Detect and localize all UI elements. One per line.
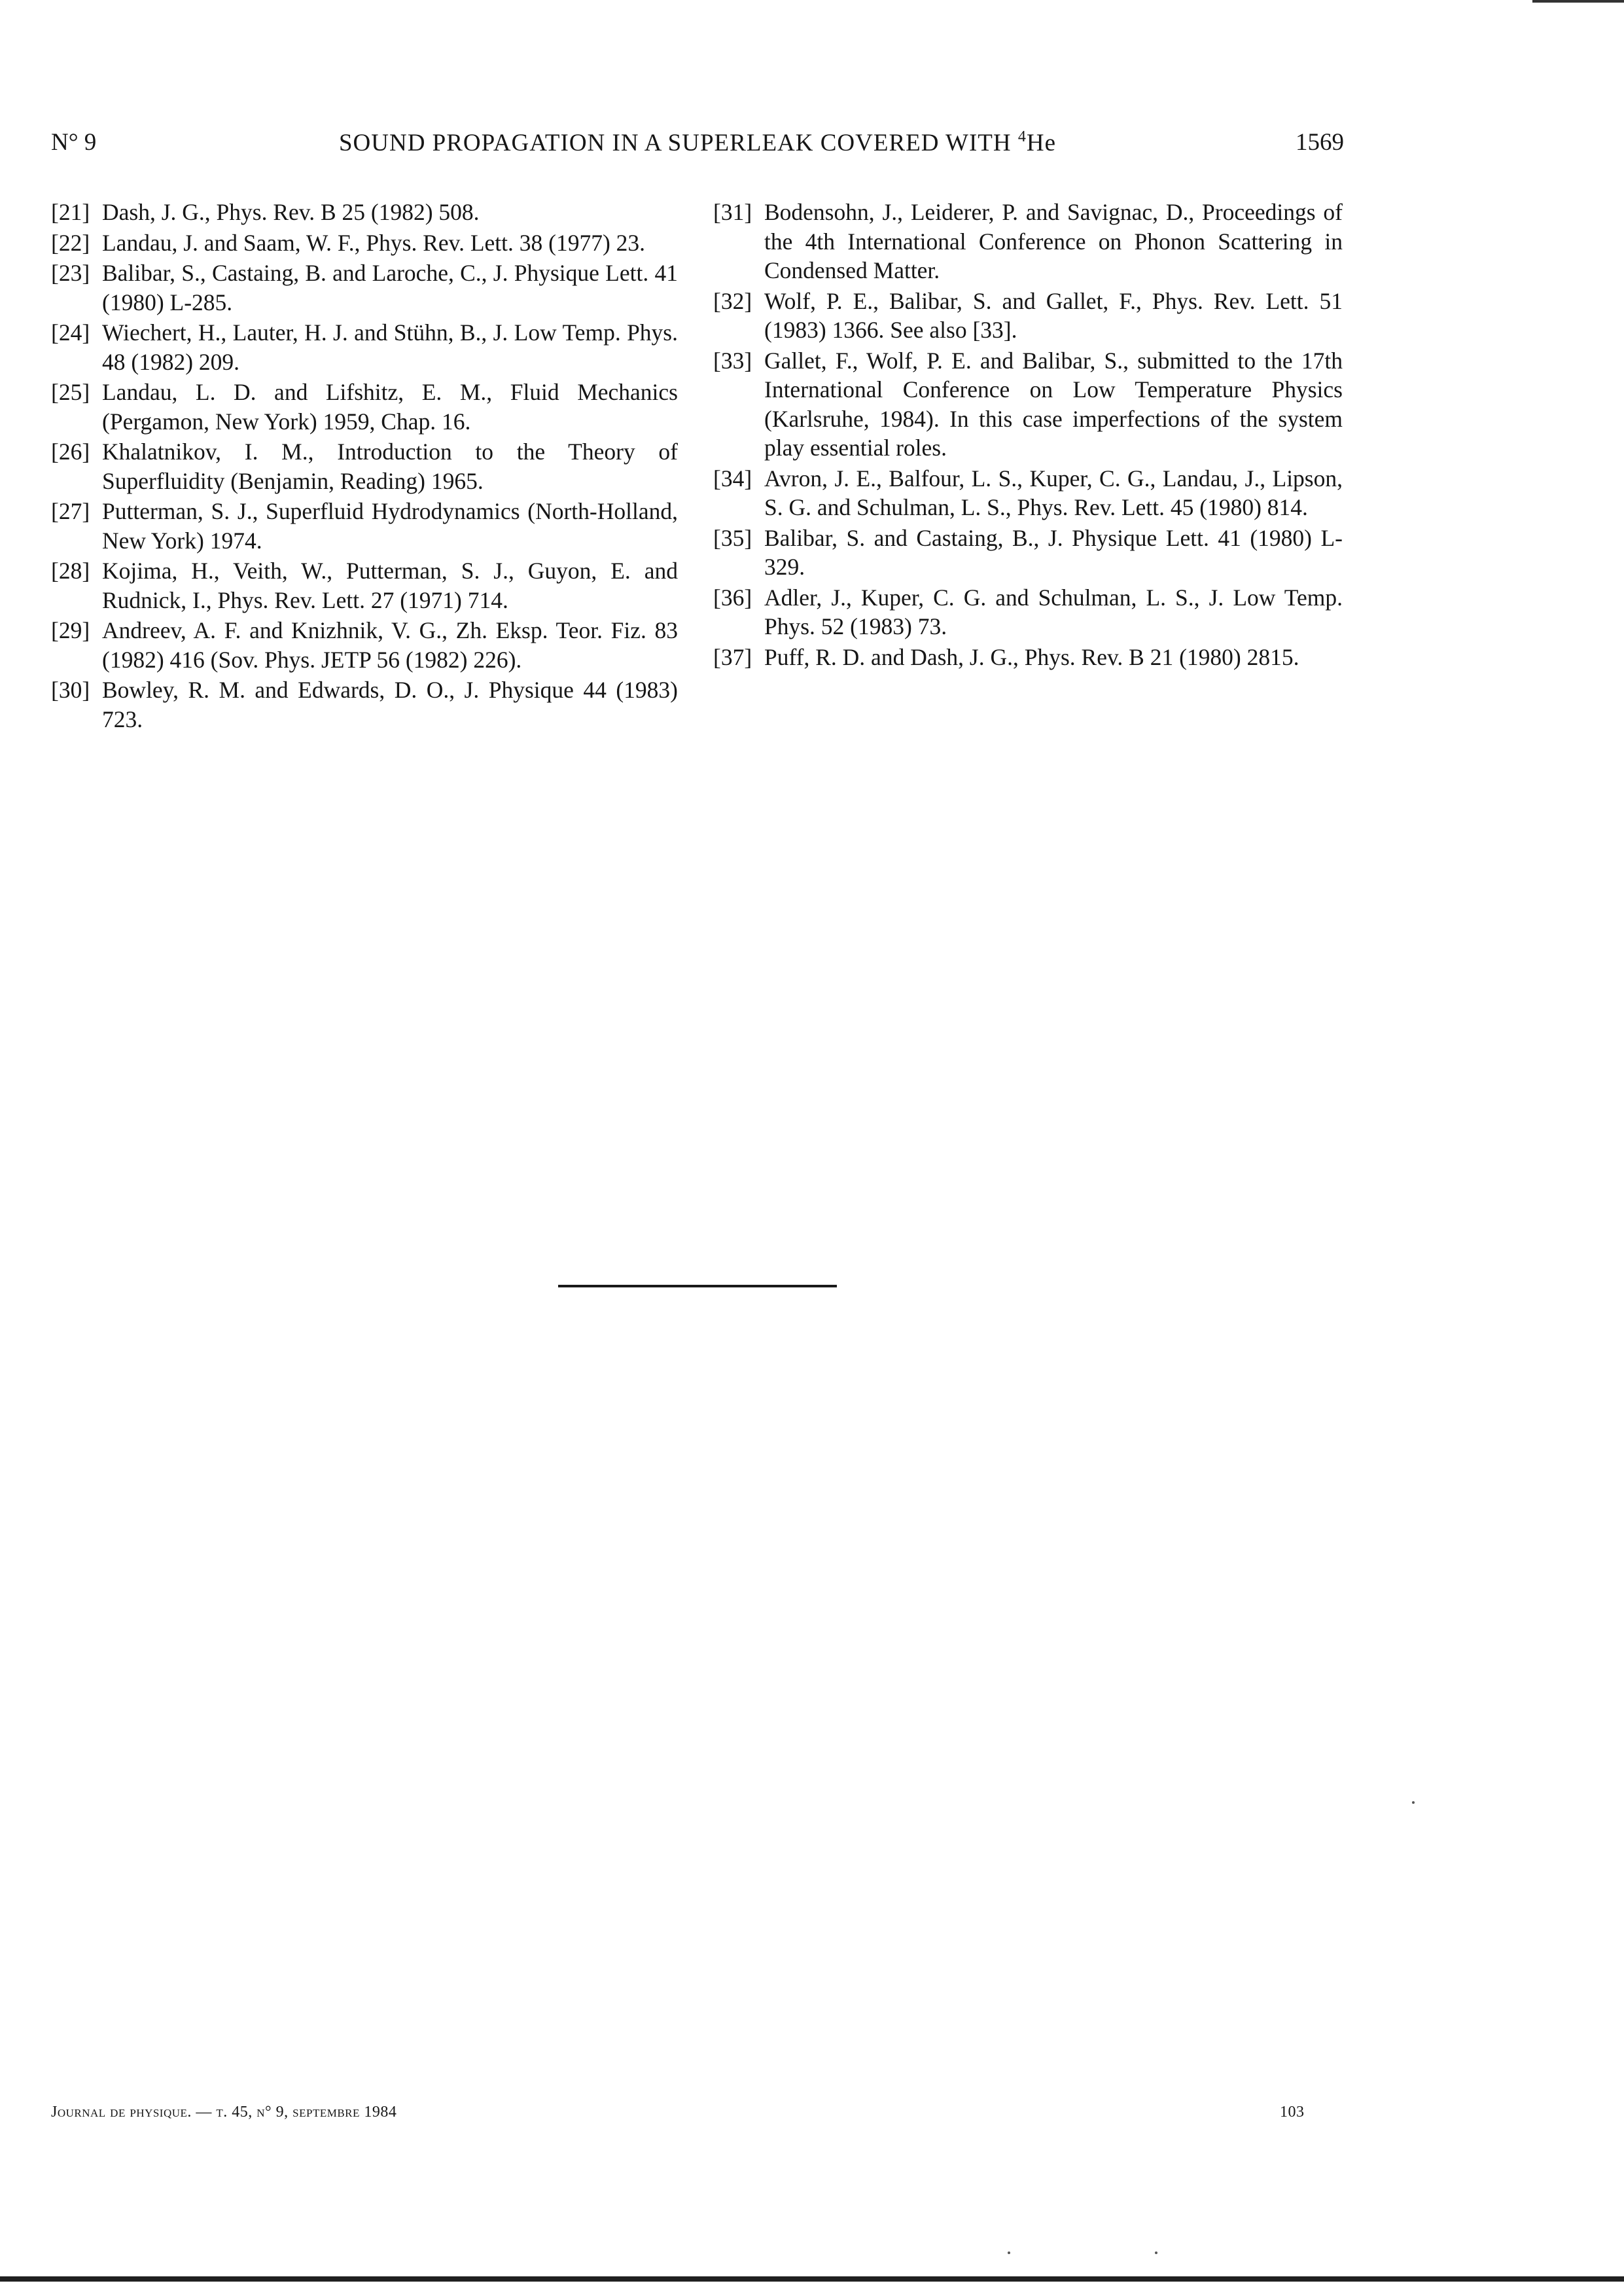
reference-22 xyxy=(51,228,678,258)
page-number: 1569 xyxy=(1296,129,1344,156)
reference-37 xyxy=(713,643,1343,672)
reference-text: Landau, J. and Saam, W. F., Phys. Rev. Lett. 38 (1977) 23. xyxy=(102,229,646,256)
reference-number: [31] xyxy=(713,199,752,225)
running-header xyxy=(51,128,1344,168)
reference-30 xyxy=(51,675,678,734)
scan-edge-top xyxy=(1532,0,1624,3)
reference-text: Puff, R. D. and Dash, J. G., Phys. Rev. B 21 (1980) 2815. xyxy=(764,643,1299,670)
reference-number: [21] xyxy=(51,199,90,225)
reference-number: [25] xyxy=(51,379,90,405)
reference-26 xyxy=(51,437,678,495)
reference-text: Balibar, S. and Castaing, B., J. Physique Lett. 41 (1980) L-329. xyxy=(764,524,1343,580)
article-title-main: SOUND PROPAGATION IN A SUPERLEAK COVERED WITH xyxy=(338,130,1018,156)
scan-speck xyxy=(1412,1801,1415,1804)
reference-24 xyxy=(51,318,678,376)
reference-text: Adler, J., Kuper, C. G. and Schulman, L. S., J. Low Temp. Phys. 52 (1983) 73. xyxy=(764,584,1343,639)
reference-text: Bodensohn, J., Leiderer, P. and Savignac, D., Proceedings of the 4th International Conference on Phonon Scattering in Condensed Matter. xyxy=(764,199,1343,283)
reference-text: Landau, L. D. and Lifshitz, E. M., Fluid Mechanics (Pergamon, New York) 1959, Chap. 16. xyxy=(102,379,678,435)
reference-number: [29] xyxy=(51,617,90,643)
reference-text: Khalatnikov, I. M., Introduction to the Theory of Superfluidity (Benjamin, Reading) 1965. xyxy=(102,439,678,494)
article-title-end: He xyxy=(1026,130,1057,156)
references-left-column xyxy=(51,198,678,735)
reference-34 xyxy=(713,464,1343,522)
reference-text: Putterman, S. J., Superfluid Hydrodynamics (North-Holland, New York) 1974. xyxy=(102,498,678,554)
reference-number: [23] xyxy=(51,260,90,286)
reference-number: [28] xyxy=(51,558,90,584)
reference-32 xyxy=(713,287,1343,345)
reference-text: Wiechert, H., Lauter, H. J. and Stühn, B., J. Low Temp. Phys. 48 (1982) 209. xyxy=(102,319,678,375)
reference-31 xyxy=(713,198,1343,285)
reference-23 xyxy=(51,259,678,317)
reference-21 xyxy=(51,198,678,227)
journal-citation: Journal de physique. — t. 45, n° 9, septembre 1984 xyxy=(51,2104,397,2121)
reference-25 xyxy=(51,378,678,436)
reference-number: [36] xyxy=(713,584,752,611)
reference-text: Bowley, R. M. and Edwards, D. O., J. Physique 44 (1983) 723. xyxy=(102,677,678,732)
scan-edge-bottom xyxy=(0,2276,1624,2282)
issue-number: N° 9 xyxy=(51,129,97,156)
reference-number: [37] xyxy=(713,643,752,670)
reference-number: [34] xyxy=(713,465,752,492)
reference-number: [26] xyxy=(51,439,90,465)
reference-text: Gallet, F., Wolf, P. E. and Balibar, S., submitted to the 17th International Conference on Low Temperature Physics (Karlsruhe, 1984). In this case imperfections of the system play essential roles. xyxy=(764,347,1343,461)
references-right-column xyxy=(713,198,1343,673)
reference-text: Kojima, H., Veith, W., Putterman, S. J., Guyon, E. and Rudnick, I., Phys. Rev. Lett. 27 (1971) 714. xyxy=(102,558,678,613)
reference-text: Dash, J. G., Phys. Rev. B 25 (1982) 508. xyxy=(102,199,480,225)
scan-speck xyxy=(1008,2251,1010,2254)
reference-number: [33] xyxy=(713,347,752,374)
end-of-article-rule xyxy=(558,1285,837,1287)
reference-number: [30] xyxy=(51,677,90,703)
reference-35 xyxy=(713,524,1343,582)
reference-text: Avron, J. E., Balfour, L. S., Kuper, C. G., Landau, J., Lipson, S. G. and Schulman, L. S., Phys. Rev. Lett. 45 (1980) 814. xyxy=(764,465,1343,520)
article-title-superscript: 4 xyxy=(1017,128,1027,145)
reference-text: Andreev, A. F. and Knizhnik, V. G., Zh. Eksp. Teor. Fiz. 83 (1982) 416 (Sov. Phys. JETP 56 (1982) 226). xyxy=(102,617,678,673)
reference-29 xyxy=(51,616,678,674)
reference-text: Wolf, P. E., Balibar, S. and Gallet, F., Phys. Rev. Lett. 51 (1983) 1366. See also [33]. xyxy=(764,287,1343,343)
reference-number: [32] xyxy=(713,287,752,314)
footer-page-number: 103 xyxy=(1280,2104,1305,2121)
reference-text: Balibar, S., Castaing, B. and Laroche, C., J. Physique Lett. 41 (1980) L-285. xyxy=(102,260,678,315)
reference-28 xyxy=(51,556,678,615)
article-title xyxy=(51,128,1344,157)
reference-27 xyxy=(51,497,678,555)
reference-number: [35] xyxy=(713,524,752,551)
reference-number: [27] xyxy=(51,498,90,524)
reference-33 xyxy=(713,346,1343,463)
reference-36 xyxy=(713,583,1343,641)
reference-number: [24] xyxy=(51,319,90,346)
scan-speck xyxy=(1155,2251,1157,2254)
reference-number: [22] xyxy=(51,229,90,256)
